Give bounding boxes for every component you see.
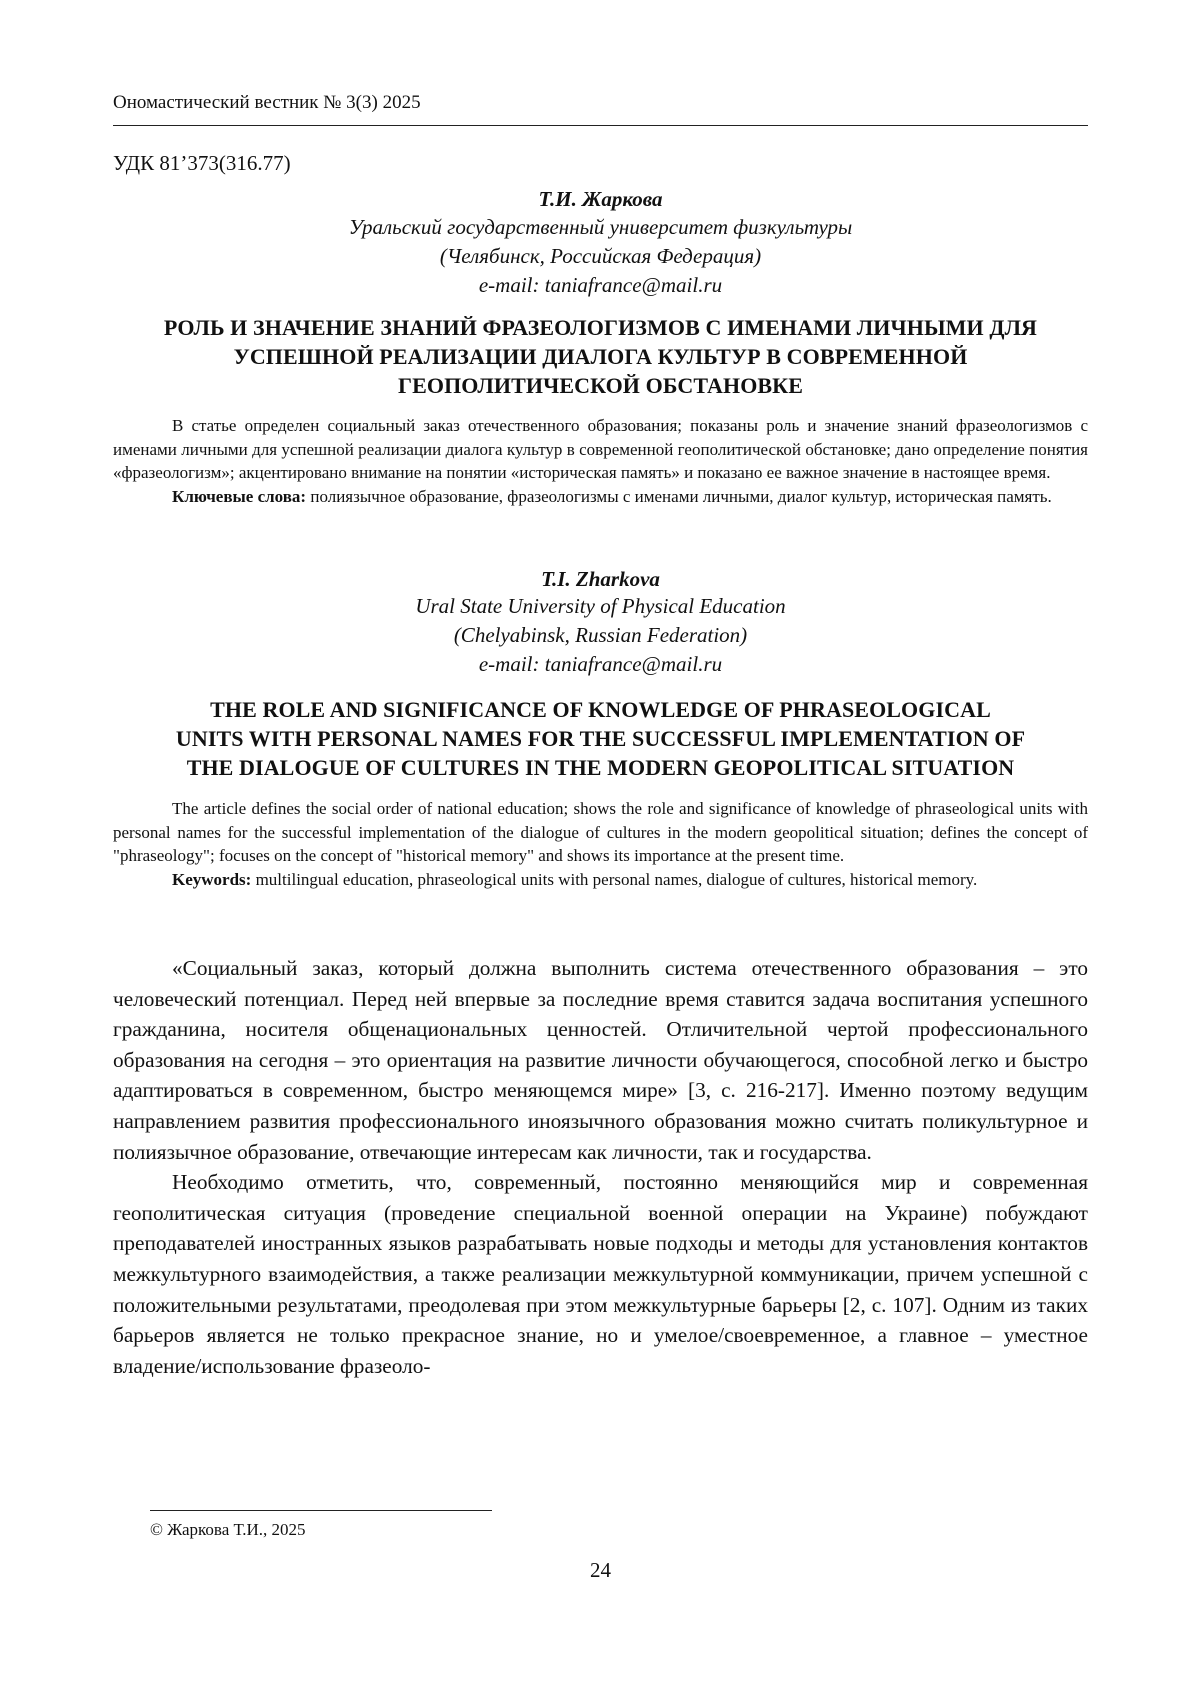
abstract-en-text: The article defines the social order of national education; shows the role and significance of knowledge of phraseological units with personal names for the successful implementation of the dialogue of cultures in the modern geopolitical situation; defines the concept of "phraseology"; focuses on the concept of "historical memory" and shows its importance at the present time. [113, 797, 1088, 868]
title-en [113, 695, 1088, 782]
affiliation-en-location: (Chelyabinsk, Russian Federation) [113, 621, 1088, 650]
header-rule [113, 125, 1088, 126]
body-paragraph: Необходимо отметить, что, современный, постоянно меняющийся мир и современная геополитическая ситуация (проведение специальной военной операции на Украине) побуждают преподавателей иностранных языков разрабатывать новые подходы и методы для установления контактов межкультурного взаимодействия, а также реализации межкультурной коммуникации, причем успешной с положительными результатами, преодолевая при этом межкультурные барьеры [2, с. 107]. Одним из таких барьеров является не только прекрасное знание, но и умелое/своевременное, а главное – уместное владение/использование фразеоло- [113, 1167, 1088, 1381]
keywords-ru [113, 485, 1088, 509]
abstract-ru-text: В статье определен социальный заказ отечественного образования; показаны роль и значение знаний фразеологизмов с именами личными для успешной реализации диалога культур в современной геополитической обстановке; дано определение понятия «фразеологизм»; акцентировано внимание на понятии «историческая память» и показано ее важное значение в настоящее время. [113, 414, 1088, 485]
title-ru-line: РОЛЬ И ЗНАЧЕНИЕ ЗНАНИЙ ФРАЗЕОЛОГИЗМОВ С ИМЕНАМИ ЛИЧНЫМИ ДЛЯ [113, 313, 1088, 342]
author-ru: Т.И. Жаркова [113, 187, 1088, 212]
udc-code: УДК 81’373(316.77) [113, 151, 291, 176]
body-text [113, 953, 1088, 1381]
affiliation-ru-name: Уральский государственный университет физкультуры [113, 213, 1088, 242]
keywords-en-label: Keywords: [172, 870, 251, 889]
title-en-line: THE DIALOGUE OF CULTURES IN THE MODERN GEOPOLITICAL SITUATION [113, 753, 1088, 782]
title-ru-line: ГЕОПОЛИТИЧЕСКОЙ ОБСТАНОВКЕ [113, 371, 1088, 400]
affiliation-ru [113, 213, 1088, 300]
body-paragraph: «Социальный заказ, который должна выполнить система отечественного образования – это человеческий потенциал. Перед ней впервые за последние время ставится задача воспитания успешного гражданина, носителя общенациональных ценностей. Отличительной чертой профессионального образования на сегодня – это ориентация на развитие личности обучающегося, способной легко и быстро адаптироваться в современном, быстро меняющемся мире» [3, с. 216-217]. Именно поэтому ведущим направлением развития профессионального иноязычного образования можно считать поликультурное и полиязычное образование, отвечающие интересам как личности, так и государства. [113, 953, 1088, 1167]
email-en: e-mail: taniafrance@mail.ru [113, 650, 1088, 679]
title-ru-line: УСПЕШНОЙ РЕАЛИЗАЦИИ ДИАЛОГА КУЛЬТУР В СОВРЕМЕННОЙ [113, 342, 1088, 371]
page [0, 0, 1200, 1698]
keywords-ru-text: полиязычное образование, фразеологизмы с именами личными, диалог культур, историческая память. [306, 487, 1052, 506]
title-ru [113, 313, 1088, 400]
abstract-ru [113, 414, 1088, 508]
running-header: Ономастический вестник № 3(3) 2025 [113, 92, 421, 114]
email-ru: e-mail: taniafrance@mail.ru [113, 271, 1088, 300]
title-en-line: UNITS WITH PERSONAL NAMES FOR THE SUCCESSFUL IMPLEMENTATION OF [113, 724, 1088, 753]
keywords-en-text: multilingual education, phraseological units with personal names, dialogue of cultures, historical memory. [251, 870, 977, 889]
page-number: 24 [113, 1558, 1088, 1583]
affiliation-en-name: Ural State University of Physical Education [113, 592, 1088, 621]
abstract-en [113, 797, 1088, 891]
affiliation-en [113, 592, 1088, 679]
title-en-line: THE ROLE AND SIGNIFICANCE OF KNOWLEDGE OF PHRASEOLOGICAL [113, 695, 1088, 724]
footnote-rule [150, 1510, 492, 1511]
keywords-ru-label: Ключевые слова: [172, 487, 306, 506]
keywords-en [113, 868, 1088, 892]
copyright-footnote: © Жаркова Т.И., 2025 [150, 1520, 305, 1540]
author-en: T.I. Zharkova [113, 567, 1088, 592]
affiliation-ru-location: (Челябинск, Российская Федерация) [113, 242, 1088, 271]
